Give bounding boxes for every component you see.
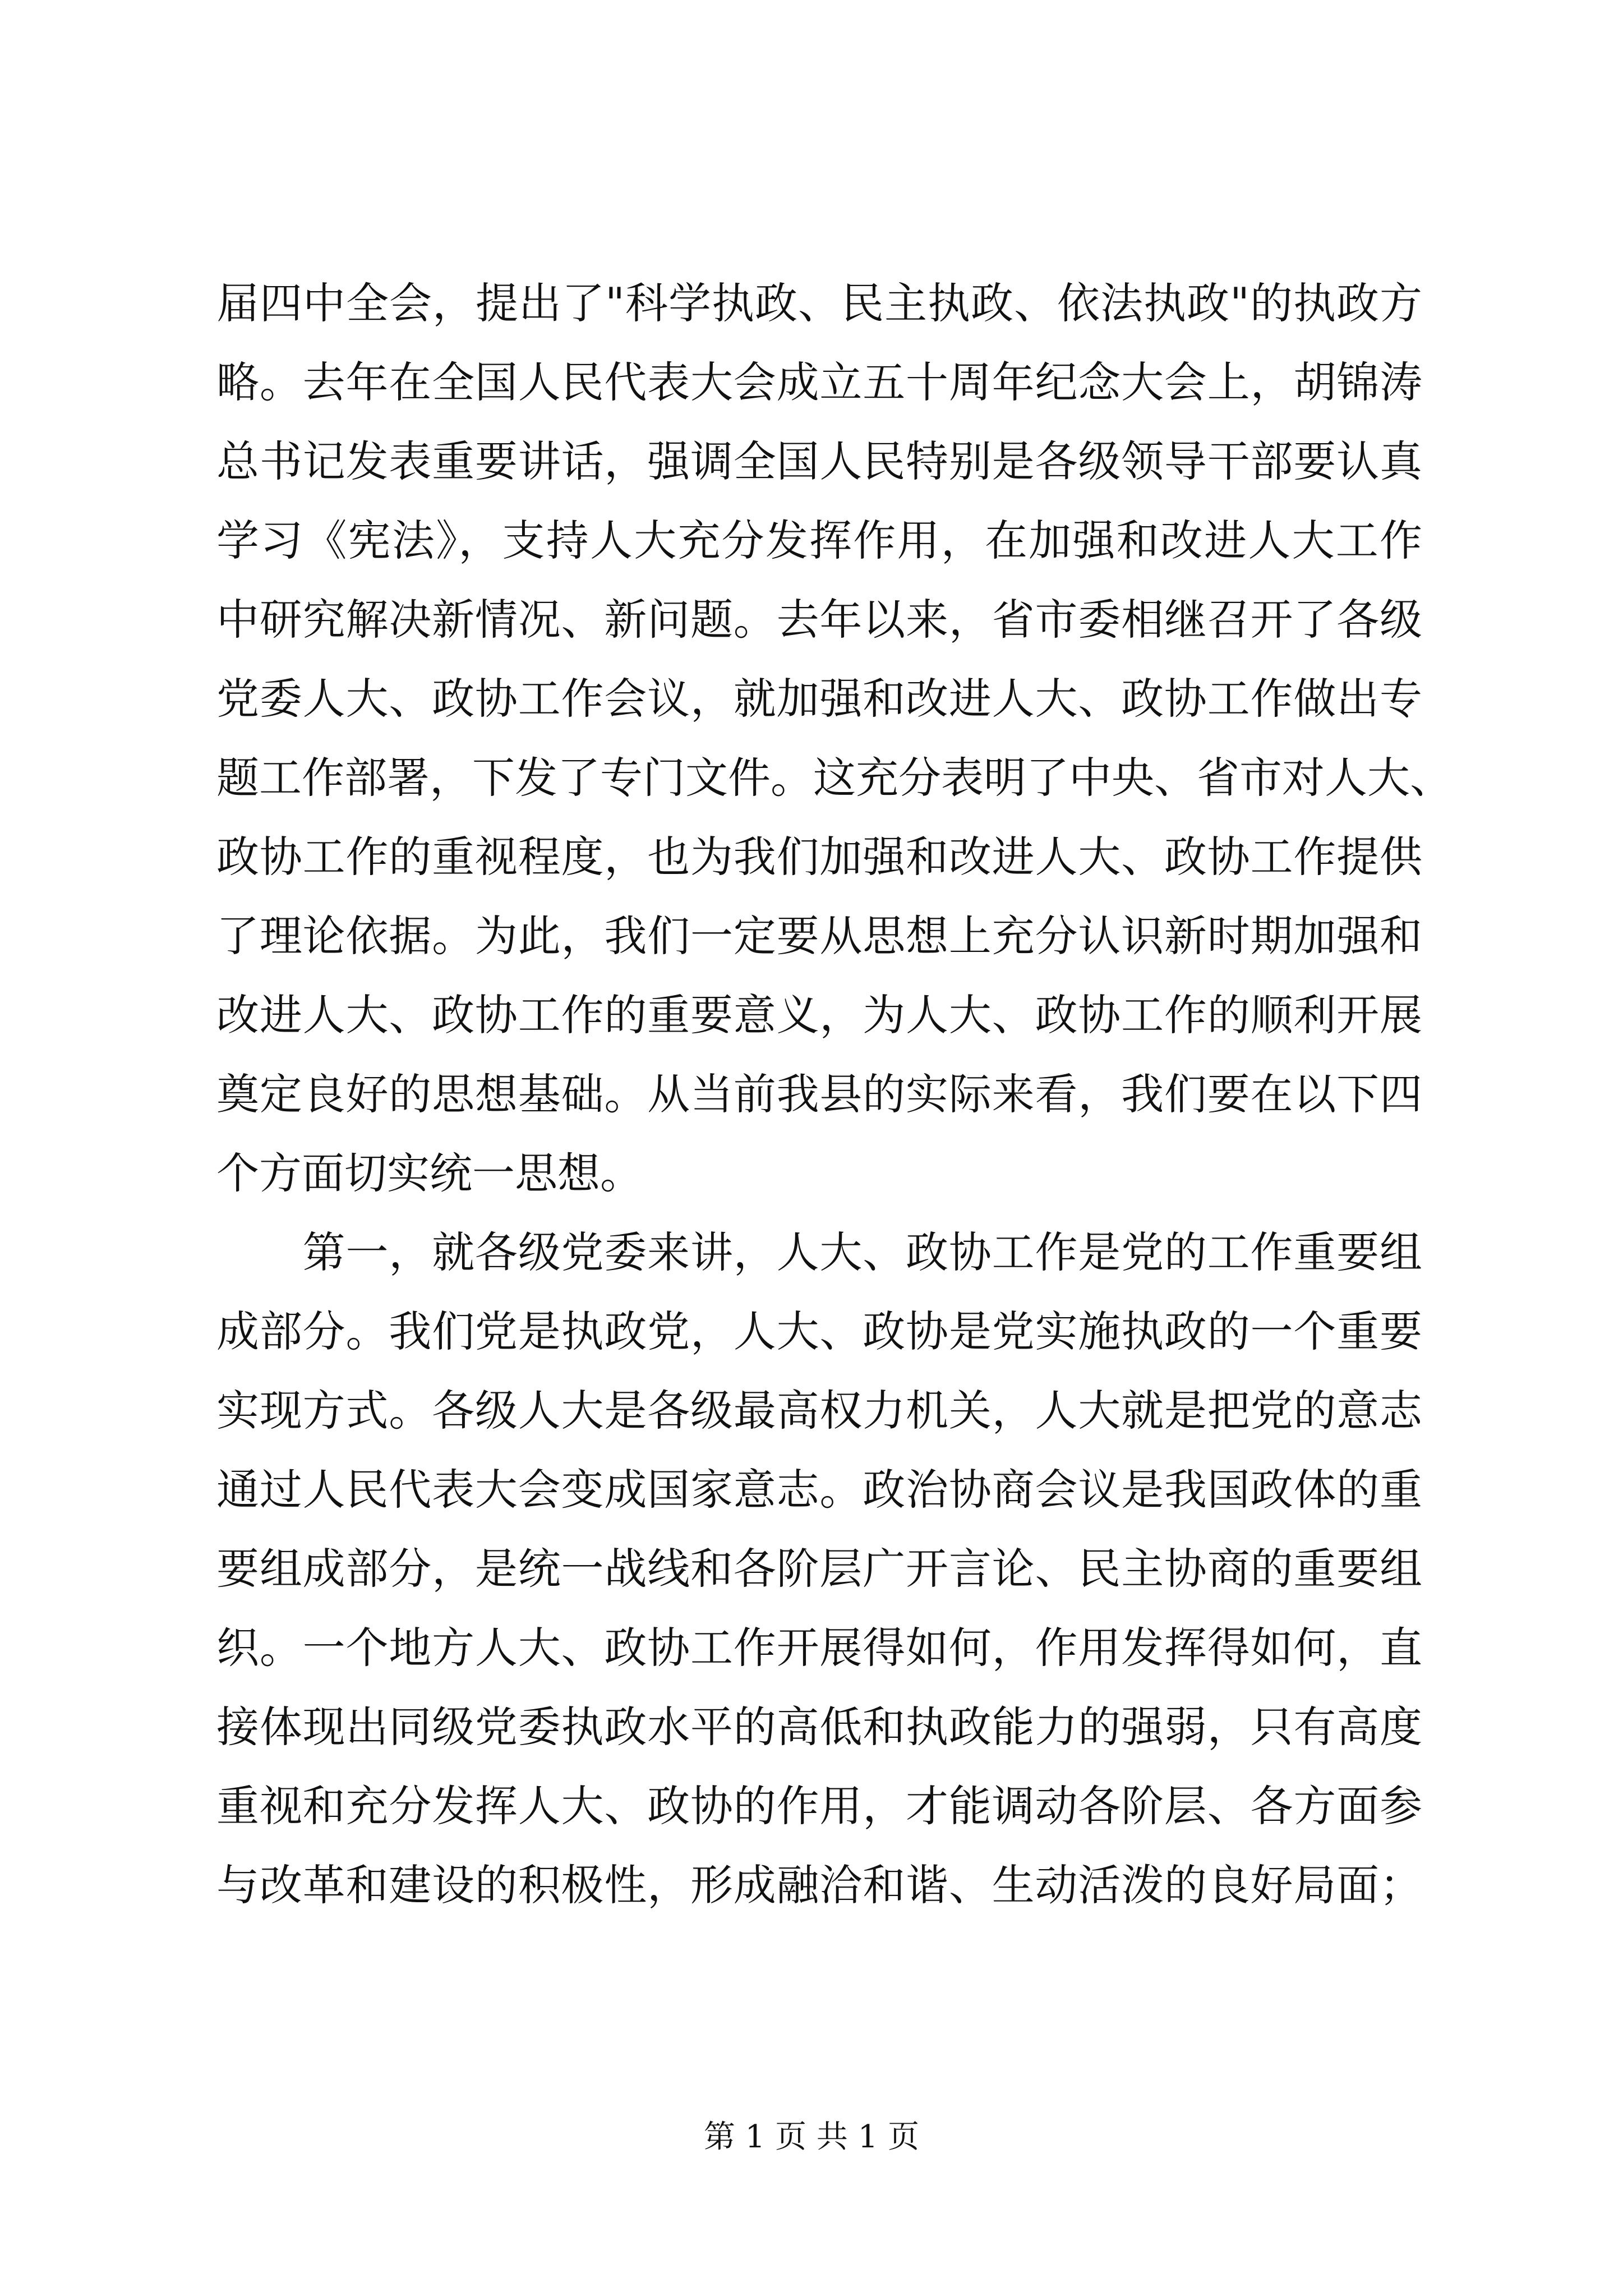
page-number-footer: 第 1 页 共 1 页: [703, 2119, 920, 2155]
text-line: 第一，就各级党委来讲，人大、政协工作是党的工作重要组: [216, 1227, 1422, 1277]
text-line: 了理论依据。为此，我们一定要从思想上充分认识新时期加强和: [216, 911, 1422, 961]
text-line: 通过人民代表大会变成国家意志。政治协商会议是我国政体的重: [216, 1465, 1422, 1515]
text-line: 奠定良好的思想基础。从当前我县的实际来看，我们要在以下四: [216, 1069, 1422, 1119]
text-line: 要组成部分，是统一战线和各阶层广开言论、民主协商的重要组: [216, 1544, 1422, 1594]
text-line: 题工作部署，下发了专门文件。这充分表明了中央、省市对人大、: [216, 753, 1453, 803]
body-text: [216, 264, 1453, 1925]
text-line: 总书记发表重要讲话，强调全国人民特别是各级领导干部要认真: [216, 436, 1422, 486]
text-line: 政协工作的重视程度，也为我们加强和改进人大、政协工作提供: [216, 832, 1422, 882]
text-line: 改进人大、政协工作的重要意义，为人大、政协工作的顺利开展: [216, 990, 1422, 1040]
text-line: 个方面切实统一思想。: [216, 1148, 643, 1198]
text-line: 与改革和建设的积极性，形成融洽和谐、生动活泼的良好局面；: [216, 1860, 1422, 1910]
text-line: 接体现出同级党委执政水平的高低和执政能力的强弱，只有高度: [216, 1702, 1422, 1752]
text-line: 成部分。我们党是执政党，人大、政协是党实施执政的一个重要: [216, 1306, 1422, 1356]
text-line: 实现方式。各级人大是各级最高权力机关，人大就是把党的意志: [216, 1386, 1422, 1435]
text-line: 中研究解决新情况、新问题。去年以来，省市委相继召开了各级: [216, 595, 1422, 645]
text-line: 党委人大、政协工作会议，就加强和改进人大、政协工作做出专: [216, 674, 1422, 724]
text-line: 重视和充分发挥人大、政协的作用，才能调动各阶层、各方面参: [216, 1781, 1422, 1831]
text-line: 届四中全会，提出了"科学执政、民主执政、依法执政"的执政方: [216, 278, 1422, 328]
text-line: 织。一个地方人大、政协工作开展得如何，作用发挥得如何，直: [216, 1623, 1422, 1673]
text-line: 略。去年在全国人民代表大会成立五十周年纪念大会上，胡锦涛: [216, 357, 1422, 407]
text-line: 学习《宪法》，支持人大充分发挥作用，在加强和改进人大工作: [216, 516, 1422, 565]
